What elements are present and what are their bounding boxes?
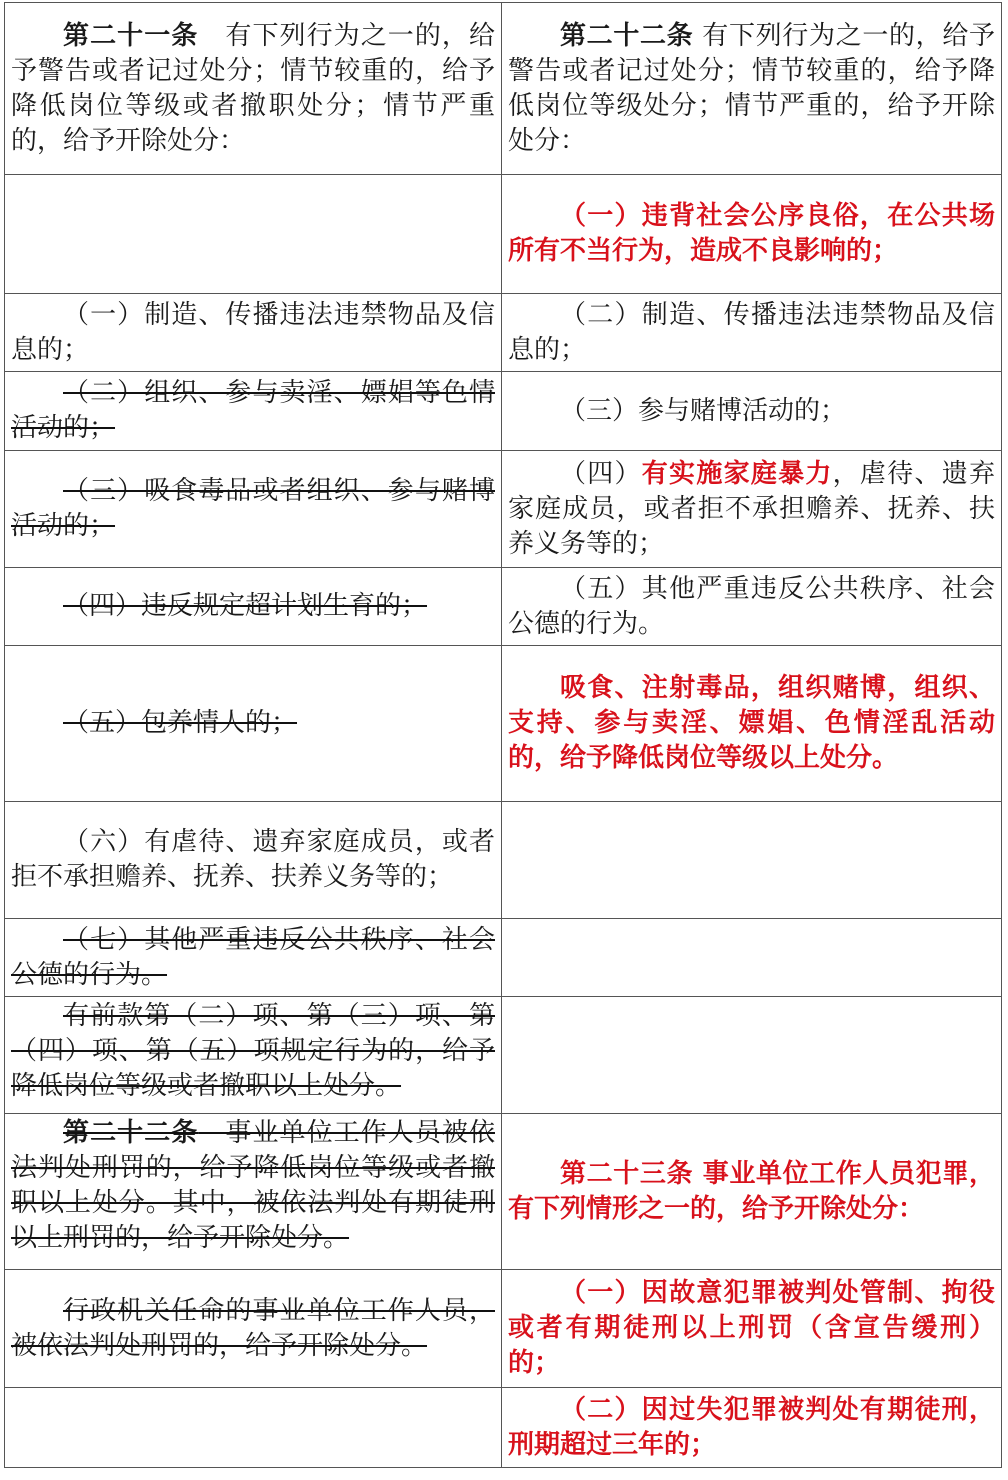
old-item-5-text: （五）包养情人的；: [63, 708, 298, 738]
table-row: [5, 1114, 1002, 1270]
table-row: [5, 294, 1002, 372]
table-row: [5, 997, 1002, 1114]
new-item-4-cell: [502, 451, 1002, 568]
new-item-2-text: （二）制造、传播违法违禁物品及信息的；: [508, 299, 995, 365]
empty-cell: [502, 802, 1002, 919]
new-article-22-number: 第二十二条: [560, 20, 694, 51]
new-item-3-text: （三）参与赌博活动的；: [560, 395, 847, 426]
new-article-22-cell: [502, 3, 1002, 175]
empty-cell: [5, 175, 502, 294]
table-row: [5, 175, 1002, 294]
new-article-23-text: 第二十三条 事业单位工作人员犯罪，有下列情形之一的，给予开除处分：: [508, 1158, 995, 1224]
old-article-22-text: 事业单位工作人员被依法判处刑罚的，给予降低岗位等级或者撤职以上处分。其中，被依法判处有期徒刑以上刑罚的，给予开除处分。: [11, 1118, 495, 1253]
old-paragraph-appointed-text: 行政机关任命的事业单位工作人员，被依法判处刑罚的，给予开除处分。: [11, 1295, 495, 1361]
table-row: [5, 3, 1002, 175]
old-item-2-text: （二）组织、参与卖淫、嫖娼等色情活动的；: [11, 378, 495, 443]
table-row: [5, 1388, 1002, 1468]
empty-cell: [5, 1388, 502, 1468]
old-item-5-cell: [5, 646, 502, 802]
old-item-7-text: （七）其他严重违反公共秩序、社会公德的行为。: [11, 924, 495, 990]
old-article-21-cell: [5, 3, 502, 175]
old-item-3-cell: [5, 451, 502, 568]
table-row: [5, 646, 1002, 802]
new-item-4-prefix: （四）: [560, 458, 642, 489]
old-item-2-cell: [5, 372, 502, 451]
table-row: [5, 1270, 1002, 1388]
table-row: [5, 372, 1002, 451]
new-article-23-cell: [502, 1114, 1002, 1270]
old-item-7-cell: [5, 919, 502, 997]
table-row: [5, 568, 1002, 646]
new-art23-item-1-cell: [502, 1270, 1002, 1388]
new-article-22-text: 有下列行为之一的，给予警告或者记过处分；情节较重的，给予降低岗位等级处分；情节严重的，给予开除处分：: [508, 20, 995, 156]
old-article-22-number: 第二十二条: [63, 1118, 199, 1148]
new-art23-item-2-text: （二）因过失犯罪被判处有期徒刑，刑期超过三年的；: [508, 1394, 995, 1460]
new-item-3-cell: [502, 372, 1002, 451]
new-art23-item-2-cell: [502, 1388, 1002, 1468]
new-item-5-cell: [502, 568, 1002, 646]
old-article-21-number: 第二十一条: [63, 20, 199, 51]
old-item-4-text: （四）违反规定超计划生育的；: [63, 591, 428, 621]
old-item-6-text: （六）有虐待、遗弃家庭成员，或者拒不承担赡养、抚养、扶养义务等的；: [11, 827, 495, 892]
old-item-6-cell: [5, 802, 502, 919]
new-item-5-text: （五）其他严重违反公共秩序、社会公德的行为。: [508, 573, 995, 639]
old-paragraph-2-text: 有前款第（二）项、第（三）项、第（四）项、第（五）项规定行为的，给予降低岗位等级或者撤职以上处分。: [11, 1001, 495, 1101]
old-item-3-text: （三）吸食毒品或者组织、参与赌博活动的；: [11, 476, 495, 541]
table-row: [5, 451, 1002, 568]
new-item-1-cell: [502, 175, 1002, 294]
old-article-22-cell: [5, 1114, 502, 1270]
new-drug-gambling-clause-cell: [502, 646, 1002, 802]
table-row: [5, 919, 1002, 997]
old-paragraph-appointed-cell: [5, 1270, 502, 1388]
old-item-1-cell: [5, 294, 502, 372]
new-drug-gambling-clause-text: 吸食、注射毒品，组织赌博，组织、支持、参与卖淫、嫖娼、色情淫乱活动的，给予降低岗位等级以上处分。: [508, 673, 995, 773]
old-paragraph-2-cell: [5, 997, 502, 1114]
old-item-1-text: （一）制造、传播违法违禁物品及信息的；: [11, 299, 495, 365]
new-art23-item-1-text: （一）因故意犯罪被判处管制、拘役或者有期徒刑以上刑罚（含宣告缓刑）的；: [508, 1278, 995, 1378]
old-article-21-text: 有下列行为之一的，给予警告或者记过处分；情节较重的，给予降低岗位等级或者撤职处分；情节严重的，给予开除处分：: [11, 20, 495, 156]
empty-cell: [502, 997, 1002, 1114]
comparison-table: [4, 2, 1002, 1468]
new-item-4-highlight: 有实施家庭暴力: [641, 458, 833, 489]
old-item-4-cell: [5, 568, 502, 646]
new-item-1-text: （一）违背社会公序良俗，在公共场所有不当行为，造成不良影响的；: [508, 201, 995, 266]
table-row: [5, 802, 1002, 919]
new-item-2-cell: [502, 294, 1002, 372]
new-item-4-text: ，虐待、遗弃家庭成员，或者拒不承担赡养、抚养、扶养义务等的；: [508, 458, 995, 559]
empty-cell: [502, 919, 1002, 997]
